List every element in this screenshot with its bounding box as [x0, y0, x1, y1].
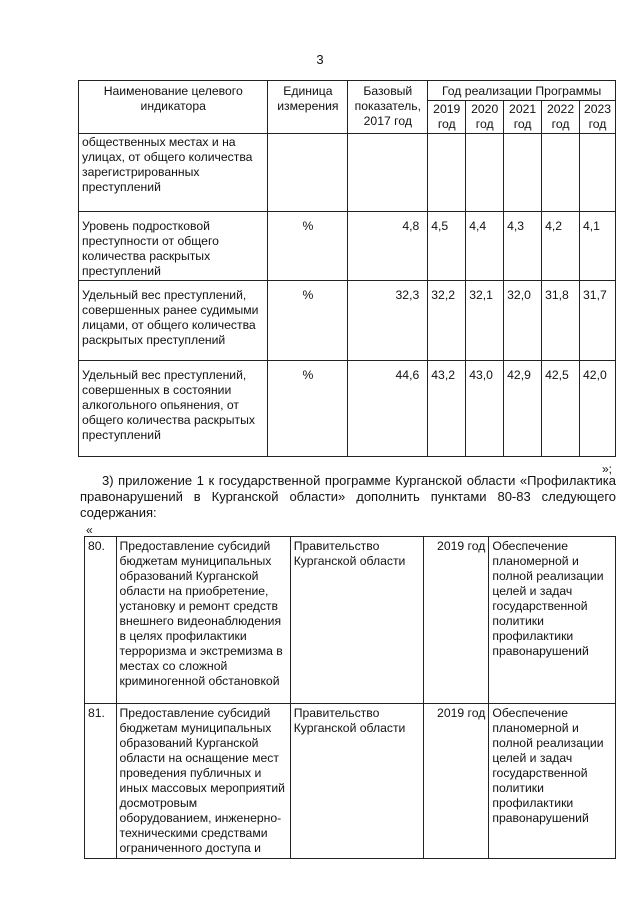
year-value: 4,2 [542, 212, 580, 281]
indicator-unit: % [268, 361, 348, 457]
item-number: 81. [85, 704, 117, 859]
indicator-name: Удельный вес преступлений, совершенных ранее судимыми лицами, от общего количества раскрытых преступлений [79, 281, 268, 361]
header-unit: Единица измерения [268, 81, 348, 134]
indicator-base: 32,3 [348, 281, 428, 361]
table-row [79, 281, 616, 361]
year-value: 4,4 [466, 212, 504, 281]
indicator-name: Удельный вес преступлений, совершенных в состоянии алкогольного опьянения, от общего количества раскрытых преступлений [79, 361, 268, 457]
header-year: 2022 год [542, 101, 580, 134]
header-name: Наименование целевого индикатора [79, 81, 268, 134]
opening-quote: « [86, 523, 93, 537]
year-value [580, 134, 616, 212]
item-executor: Правительство Курганской области [290, 704, 424, 859]
page-number: 3 [316, 52, 324, 67]
amendment-paragraph [80, 473, 616, 521]
table-row [79, 134, 616, 212]
year-value: 4,5 [428, 212, 466, 281]
item-executor: Правительство Курганской области [290, 537, 424, 704]
year-value: 31,7 [580, 281, 616, 361]
year-value: 32,0 [504, 281, 542, 361]
measures-table [84, 536, 616, 859]
header-year: 2021 год [504, 101, 542, 134]
indicator-base: 4,8 [348, 212, 428, 281]
item-year: 2019 год [424, 537, 489, 704]
amendment-text: 3) приложение 1 к государственной программе Курганской области «Профилактика правонарушений в Курганской области» дополнить пунктами 80-83 следующего содержания: [80, 473, 616, 520]
table-row [85, 704, 616, 859]
indicator-unit: % [268, 212, 348, 281]
table-row [79, 212, 616, 281]
year-value [466, 134, 504, 212]
year-value: 32,2 [428, 281, 466, 361]
item-goal: Обеспечение планомерной и полной реализации целей и задач государственной политики профилактики правонарушений [489, 537, 616, 704]
year-value: 43,2 [428, 361, 466, 457]
year-value: 31,8 [542, 281, 580, 361]
header-base: Базовый показатель, 2017 год [348, 81, 428, 134]
year-value: 42,0 [580, 361, 616, 457]
year-value [428, 134, 466, 212]
table-row [79, 361, 616, 457]
year-value [542, 134, 580, 212]
indicator-base: 44,6 [348, 361, 428, 457]
item-goal: Обеспечение планомерной и полной реализации целей и задач государственной политики профилактики правонарушений [489, 704, 616, 859]
year-value: 4,3 [504, 212, 542, 281]
indicator-unit: % [268, 281, 348, 361]
indicator-name: общественных местах и на улицах, от общего количества зарегистрированных преступлений [79, 134, 268, 212]
header-year: 2023 год [580, 101, 616, 134]
header-row [79, 81, 616, 101]
year-value: 32,1 [466, 281, 504, 361]
item-description: Предоставление субсидий бюджетам муниципальных образований Курганской области на оснащение мест проведения публичных и иных массовых мероприятий досмотровым оборудованием, инженерно-техническими средствами ограниченного доступа и [116, 704, 290, 859]
item-description: Предоставление субсидий бюджетам муниципальных образований Курганской области на приобретение, установку и ремонт средств внешнего видеонаблюдения в целях профилактики терроризма и экстремизма в местах со сложной криминогенной обстановкой [116, 537, 290, 704]
indicator-name: Уровень подростковой преступности от общего количества раскрытых преступлений [79, 212, 268, 281]
year-value: 42,9 [504, 361, 542, 457]
item-year: 2019 год [424, 704, 489, 859]
closing-quote: »; [601, 462, 612, 476]
header-years-group: Год реализации Программы [428, 81, 616, 101]
table-row [85, 537, 616, 704]
indicator-unit [268, 134, 348, 212]
year-value: 42,5 [542, 361, 580, 457]
header-year: 2019 год [428, 101, 466, 134]
year-value: 4,1 [580, 212, 616, 281]
header-year: 2020 год [466, 101, 504, 134]
indicator-base [348, 134, 428, 212]
item-number: 80. [85, 537, 117, 704]
year-value: 43,0 [466, 361, 504, 457]
indicators-table [78, 80, 616, 457]
year-value [504, 134, 542, 212]
